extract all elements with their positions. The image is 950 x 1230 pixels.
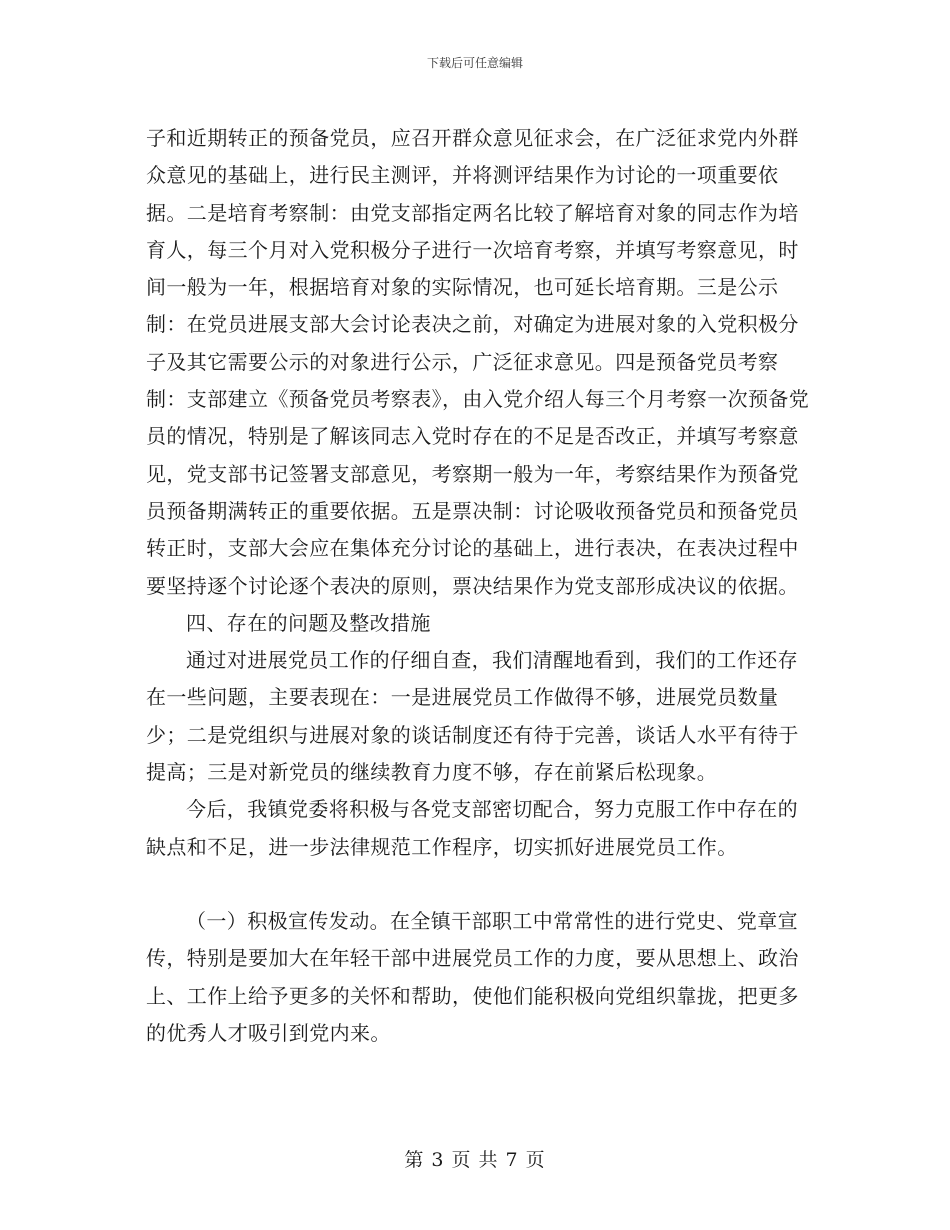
page-number: 第 3 页 共 7 页 [404, 1149, 546, 1171]
page-header: 下载后可任意编辑 [426, 56, 523, 70]
paragraph-future: 今后，我镇党委将积极与各党支部密切配合，努力克服工作中存在的缺点和不足，进一步法律规范工作程序，切实抓好进展党员工作。 [146, 797, 798, 859]
paragraph-problems: 通过对进展党员工作的仔细自查，我们清醒地看到，我们的工作还存在一些问题，主要表现在：一是进展党员工作做得不够，进展党员数量少；二是党组织与进展对象的谈话制度还有待于完善，谈话人水平有待于提高；三是对新党员的继续教育力度不够，存在前紧后松现象。 [146, 648, 799, 785]
document-body [146, 120, 816, 1052]
section-heading: 四、存在的问题及整改措施 [186, 610, 431, 635]
paragraph-gap [146, 866, 816, 903]
paragraph-continued: 子和近期转正的预备党员，应召开群众意见征求会，在广泛征求党内外群众意见的基础上，进行民主测评，并将测评结果作为讨论的一项重要依据。二是培育考察制：由党支部指定两名比较了解培育对象的同志作为培育人，每三个月对入党积极分子进行一次培育考察，并填写考察意见，时间一般为一年，根据培育对象的实际情况，也可延长培育期。三是公示制：在党员进展支部大会讨论表决之前，对确定为进展对象的入党积极分子及其它需要公示的对象进行公示，广泛征求意见。四是预备党员考察制：支部建立《预备党员考察表》，由入党介绍人每三个月考察一次预备党员的情况，特别是了解该同志入党时存在的不足是否改正，并填写考察意见，党支部书记签署支部意见，考察期一般为一年，考察结果作为预备党员预备期满转正的重要依据。五是票决制：讨论吸收预备党员和预备党员转正时，支部大会应在集体充分讨论的基础上，进行表决，在表决过程中要坚持逐个讨论逐个表决的原则，票决结果作为党支部形成决议的依据。 [146, 126, 810, 598]
paragraph-measure-1: （一）积极宣传发动。在全镇干部职工中常常性的进行党史、党章宣传，特别是要加大在年轻干部中进展党员工作的力度，要从思想上、政治上、工作上给予更多的关怀和帮助，使他们能积极向党组织靠拢，把更多的优秀人才吸引到党内来。 [146, 908, 799, 1045]
